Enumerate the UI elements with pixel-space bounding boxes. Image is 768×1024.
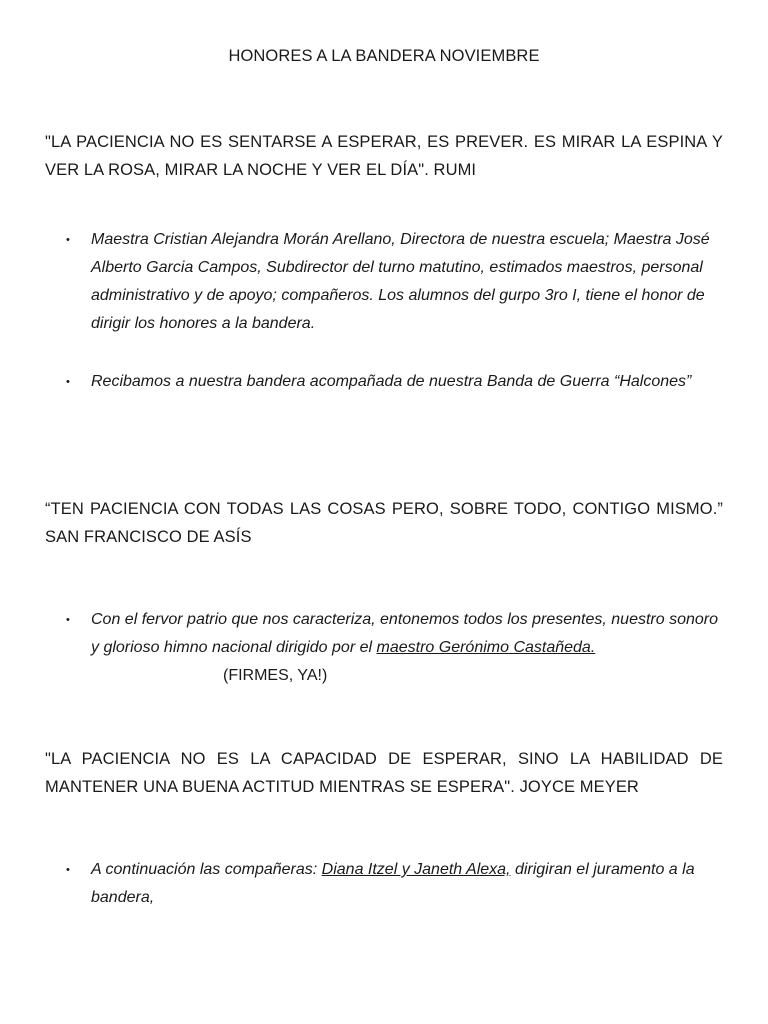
bullet-marker: • [66,376,70,388]
oath-students-names: Diana Itzel y Janeth Alexa, [321,861,511,878]
quote-joyce-meyer: "LA PACIENCIA NO ES LA CAPACIDAD DE ESPERAR, SINO LA HABILIDAD DE MANTENER UNA BUENA ACTITUD MIENTRAS SE ESPERA". JOYCE MEYER [45,750,723,796]
document-title: HONORES A LA BANDERA NOVIEMBRE [228,47,540,65]
bullet-item-flag-reception [66,368,725,396]
bullet-text: Con el fervor patrio que nos caracteriza, entonemos todos los presentes, nuestro sonoro y glorioso himno nacional dirigido por el [91,611,719,656]
command-firmes: (FIRMES, YA!) [223,667,328,684]
bullet-marker: • [66,234,70,246]
bullet-text: Recibamos a nuestra bandera acompañada de nuestra Banda de Guerra “Halcones” [91,373,692,390]
bullet-text-end: dirigiran el juramento a la bandera, [91,861,695,906]
quote-san-francisco: “TEN PACIENCIA CON TODAS LAS COSAS PERO, SOBRE TODO, CONTIGO MISMO.” SAN FRANCISCO DE ASÍS [45,500,723,546]
anthem-director-name: maestro Gerónimo Castañeda. [376,639,596,656]
bullet-item-anthem [66,606,725,662]
bullet-item-oath [66,856,725,912]
quote-rumi: "LA PACIENCIA NO ES SENTARSE A ESPERAR, ES PREVER. ES MIRAR LA ESPINA Y VER LA ROSA, MIRAR LA NOCHE Y VER EL DÍA". RUMI [45,133,723,179]
bullet-marker: • [66,864,70,876]
bullet-marker: • [66,614,70,626]
bullet-text: Maestra Cristian Alejandra Morán Arellano, Directora de nuestra escuela; Maestra José Alberto Garcia Campos, Subdirector del turno matutino, estimados maestros, personal administrativo y de apoyo; compañeros. Los alumnos del gurpo 3ro I, tiene el honor de dirigir los honores a la bandera. [91,231,710,332]
bullet-text: A continuación las compañeras: [91,861,322,878]
bullet-item-greeting [66,226,725,338]
